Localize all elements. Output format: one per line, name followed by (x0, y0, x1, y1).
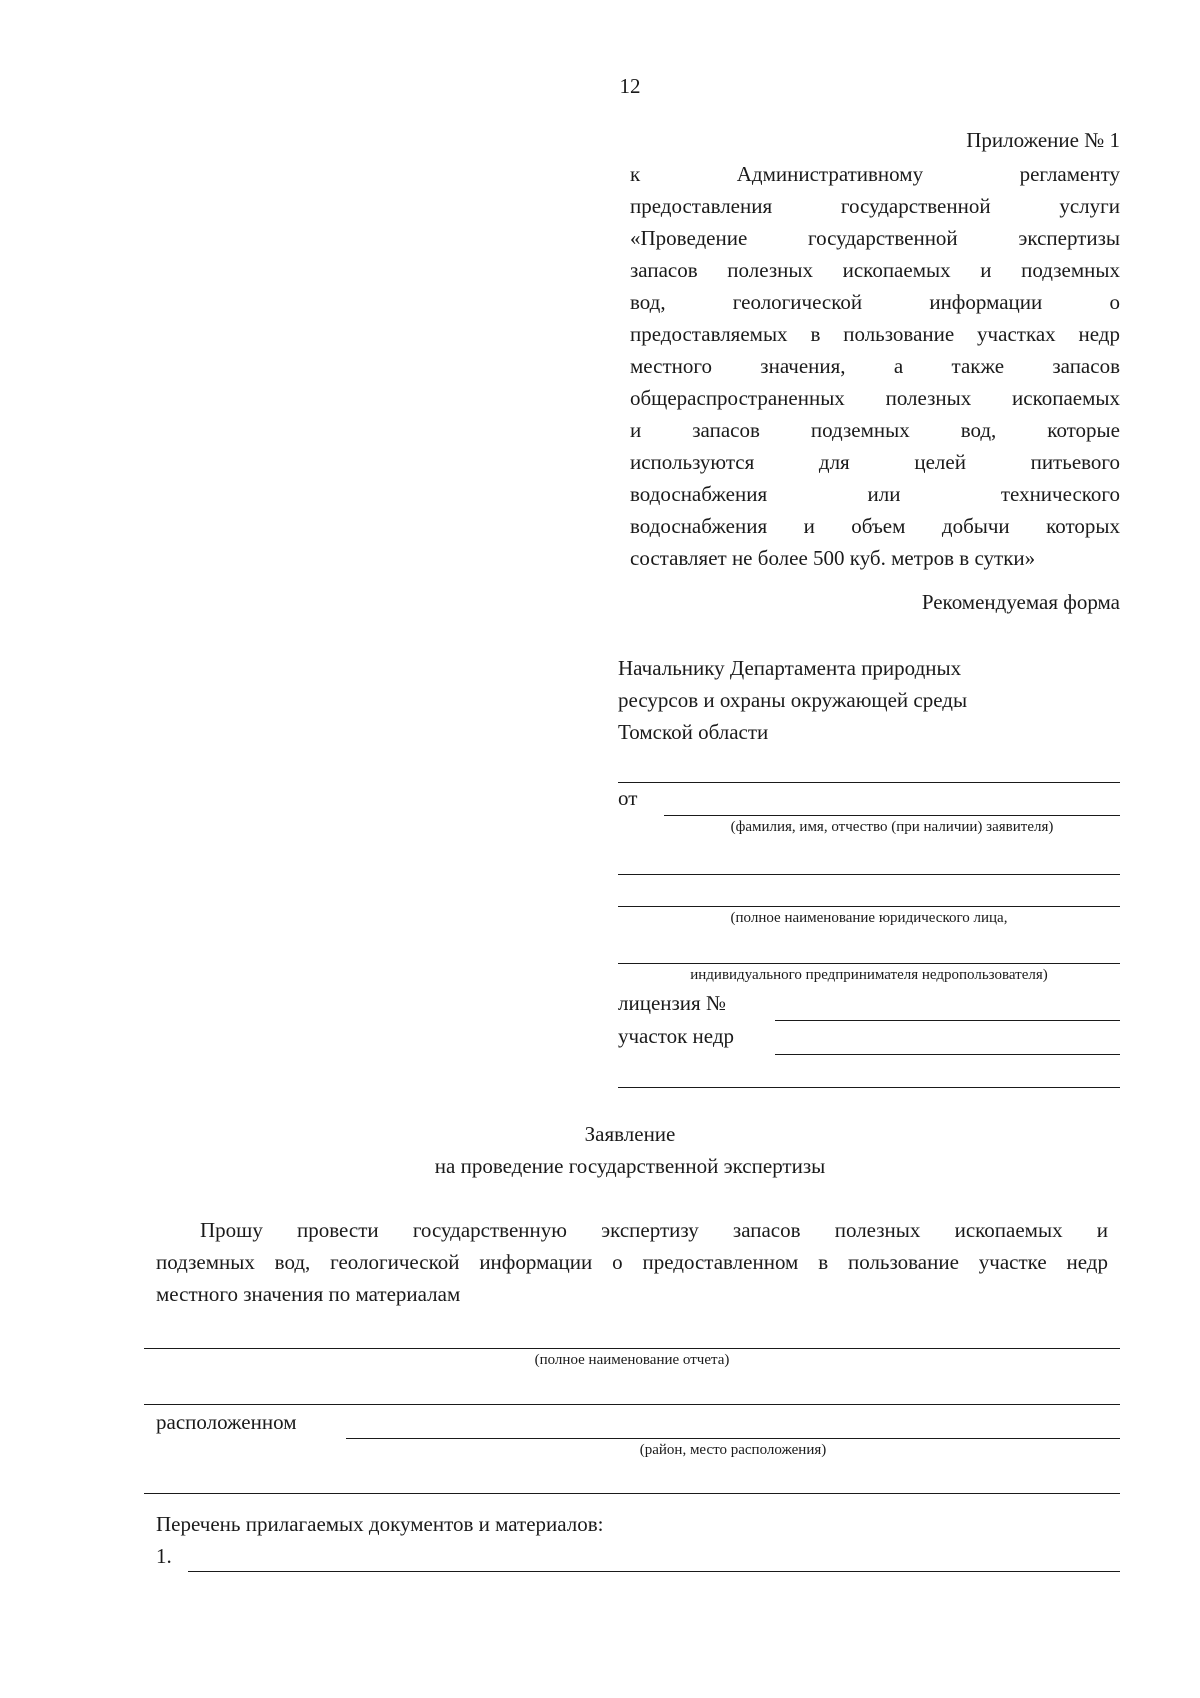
blank-line (618, 1087, 1120, 1088)
paragraph-line: подземных вод, геологической информации о предоставленном в пользование участке недр (156, 1250, 1108, 1274)
license-number-field[interactable] (775, 1020, 1120, 1021)
report-name-caption: (полное наименование отчета) (534, 1352, 730, 1368)
annex-line: «Проведение государственной экспертизы (630, 226, 1120, 250)
statement-title: Заявление (584, 1122, 676, 1146)
report-name-field[interactable] (144, 1404, 1120, 1405)
subsoil-plot-field[interactable] (775, 1054, 1120, 1055)
annex-line: используются для целей питьевого (630, 450, 1120, 474)
applicant-org-field[interactable] (618, 906, 1120, 907)
page-number: 12 (619, 74, 641, 98)
report-name-field[interactable] (144, 1348, 1120, 1349)
annex-line: водоснабжения или технического (630, 482, 1120, 506)
statement-paragraph (156, 1214, 1108, 1310)
location-caption: (район, место расположения) (639, 1442, 827, 1458)
attachment-item-number: 1. (156, 1544, 172, 1568)
org-caption-line-2: индивидуального предпринимателя недропользователя) (690, 967, 1048, 983)
addressee-line: Начальнику Департамента природных (618, 656, 962, 680)
org-caption-line-1: (полное наименование юридического лица, (730, 910, 1008, 926)
location-field[interactable] (346, 1438, 1120, 1439)
blank-line (618, 782, 1120, 783)
annex-line: общераспространенных полезных ископаемых (630, 386, 1120, 410)
location-field[interactable] (144, 1493, 1120, 1494)
subsoil-label: участок недр (618, 1024, 735, 1048)
statement-subtitle: на проведение государственной экспертизы (434, 1154, 826, 1178)
from-label: от (618, 786, 638, 810)
annex-title: Приложение № 1 (966, 128, 1120, 152)
applicant-org-field[interactable] (618, 963, 1120, 964)
addressee-block (618, 652, 967, 748)
annex-line: предоставляемых в пользование участках недр (630, 322, 1120, 346)
addressee-line: ресурсов и охраны окружающей среды (618, 688, 968, 712)
located-label: расположенном (156, 1410, 297, 1434)
recommended-form-label: Рекомендуемая форма (921, 590, 1120, 614)
applicant-org-field[interactable] (618, 874, 1120, 875)
applicant-name-field[interactable] (664, 815, 1120, 816)
annex-line: и запасов подземных вод, которые (630, 418, 1120, 442)
annex-line: предоставления государственной услуги (630, 194, 1120, 218)
paragraph-line: местного значения по материалам (156, 1282, 461, 1306)
annex-line: запасов полезных ископаемых и подземных (630, 258, 1120, 282)
paragraph-line: Прошу провести государственную экспертизу запасов полезных ископаемых и (200, 1218, 1108, 1242)
annex-reference (630, 158, 1120, 574)
license-label: лицензия № (618, 991, 726, 1015)
attachment-item-field[interactable] (188, 1571, 1120, 1572)
annex-line: водоснабжения и объем добычи которых (630, 514, 1120, 538)
addressee-line: Томской области (618, 720, 769, 744)
applicant-name-caption: (фамилия, имя, отчество (при наличии) заявителя) (730, 819, 1054, 835)
annex-line: составляет не более 500 куб. метров в сутки» (630, 546, 1036, 570)
annex-line: местного значения, а также запасов (630, 354, 1120, 378)
annex-line: к Административному регламенту (630, 162, 1120, 186)
attachments-label: Перечень прилагаемых документов и материалов: (156, 1512, 604, 1536)
annex-line: вод, геологической информации о (630, 290, 1120, 314)
